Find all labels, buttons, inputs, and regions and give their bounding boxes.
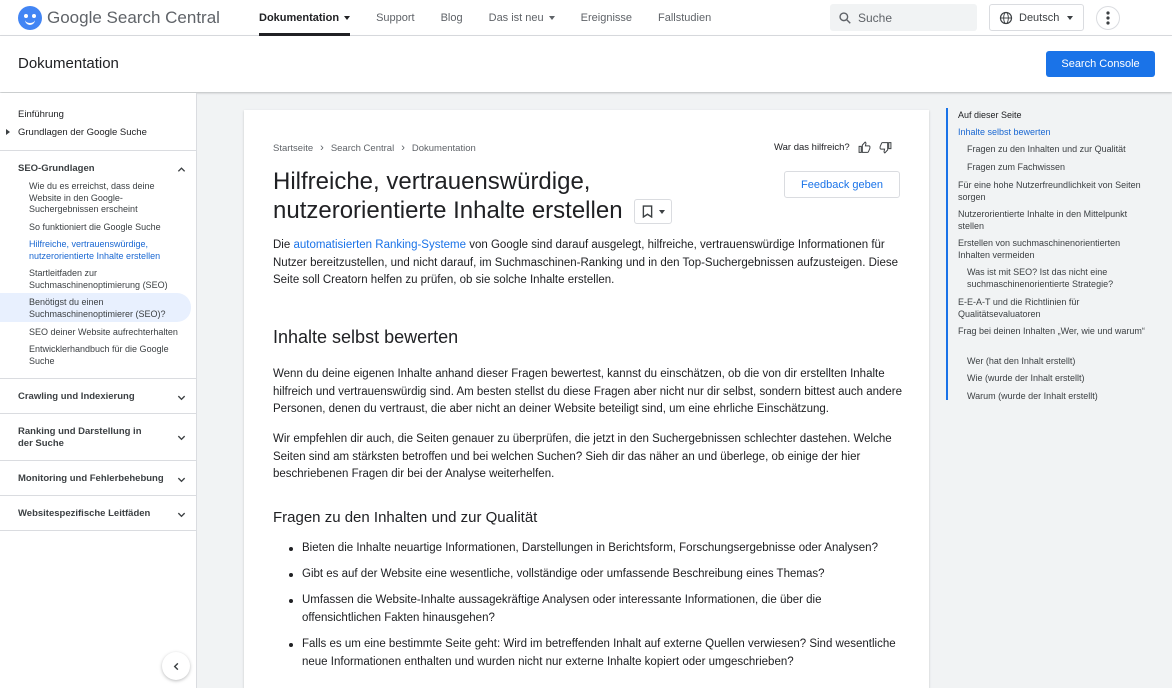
main-nav — [246, 0, 724, 36]
collapse-sidebar-button[interactable] — [162, 652, 190, 680]
chevron-right-icon: › — [401, 142, 405, 154]
thumb-down-icon[interactable] — [879, 141, 892, 154]
toc-link[interactable]: Wer (hat den Inhalt erstellt) — [967, 356, 1076, 366]
intro-text-start: Die — [273, 239, 294, 251]
breadcrumb — [273, 142, 476, 154]
toc-link[interactable]: E-E-A-T und die Richtlinien für Qualitätsevaluatoren — [958, 297, 1080, 319]
site-logo[interactable] — [18, 5, 220, 31]
chevron-down-icon — [1067, 16, 1073, 20]
toc-link[interactable]: Warum (wurde der Inhalt erstellt) — [967, 391, 1098, 401]
nav-das-ist-neu[interactable] — [476, 0, 568, 36]
thumb-up-icon[interactable] — [858, 141, 871, 154]
intro-paragraph — [273, 237, 903, 290]
feedback-button[interactable]: Feedback geben — [784, 171, 900, 198]
toc-link[interactable]: Frag bei deinen Inhalten „Wer, wie und warum“ — [958, 326, 1145, 336]
sidebar-item-grundlagen[interactable] — [18, 127, 147, 139]
section-heading-inhalte-bewerten: Inhalte selbst bewerten — [273, 327, 459, 347]
nav-label: Fallstudien — [658, 12, 712, 24]
helpful-feedback — [774, 141, 892, 154]
ranking-systems-link[interactable]: automatisierten Ranking-Systeme — [293, 239, 467, 251]
nav-dokumentation[interactable] — [246, 0, 363, 36]
nav-label: Blog — [440, 12, 463, 24]
nav-label: Das ist neu — [488, 12, 544, 24]
list-item: Umfassen die Website-Inhalte aussagekräftige Analysen oder interessante Informationen, die über die offensichtlichen Fakten hinausgehen? — [302, 592, 902, 627]
page-title: Hilfreiche, vertrauenswürdige, nutzerorientierte Inhalte erstellen — [273, 168, 623, 224]
expand-arrow-icon — [6, 129, 10, 135]
google-search-central-logo-icon — [18, 6, 42, 30]
toc-link[interactable]: Erstellen von suchmaschinenorientierten Inhalten vermeiden — [958, 238, 1121, 260]
left-sidebar — [0, 93, 197, 688]
table-of-contents — [946, 108, 1156, 400]
nav-support[interactable] — [363, 0, 428, 36]
sidebar-section-ranking[interactable] — [0, 413, 196, 460]
breadcrumb-search-central[interactable]: Search Central — [330, 142, 395, 154]
more-options-button[interactable] — [1096, 6, 1120, 30]
chevron-down-icon — [344, 16, 350, 20]
chevron-down-icon — [549, 16, 555, 20]
sidebar-item-so-funktioniert[interactable]: So funktioniert die Google Suche — [29, 222, 161, 232]
chevron-down-icon — [177, 393, 186, 402]
sidebar-section-websitespezifisch[interactable] — [0, 495, 196, 531]
sidebar-item-seo-benoetigt[interactable]: Benötigst du einen Suchmaschinenoptimierer (SEO)? — [29, 297, 166, 319]
article-card — [244, 110, 929, 688]
paragraph-self-assessment: Wenn du deine eigenen Inhalte anhand dieser Fragen bewertest, kannst du einschätzen, ob die von dir erstellten Inhalte hilfreich und vertrauenswürdig sind. Am besten stellst du diese Fragen aber nicht nur dir selbst, sondern bittest auch andere Personen, denen du vertraust, die aber nicht an deiner Website beteiligt sind, um eine ehrliche Einschätzung. — [273, 368, 903, 416]
bookmark-icon — [642, 205, 653, 218]
chevron-left-icon — [172, 662, 181, 671]
toc-link[interactable]: Was ist mit SEO? Ist das nicht eine suchmaschinenorientierte Strategie? — [967, 267, 1114, 289]
language-label: Deutsch — [1019, 11, 1060, 24]
section-title: Dokumentation — [18, 55, 119, 72]
nav-label: Ereignisse — [580, 12, 633, 24]
bookmark-button[interactable] — [634, 199, 672, 224]
search-box[interactable] — [830, 4, 977, 31]
chevron-down-icon — [659, 210, 665, 214]
sidebar-item-einfuehrung[interactable]: Einführung — [18, 109, 64, 120]
toc-link[interactable]: Fragen zu den Inhalten und zur Qualität — [967, 144, 1126, 154]
nav-ereignisse[interactable] — [568, 0, 645, 36]
list-item: Bieten die Inhalte neuartige Informationen, Darstellungen in Berichtsform, Forschungsergebnisse oder Analysen? — [302, 540, 902, 558]
language-selector[interactable] — [989, 4, 1084, 31]
chevron-down-icon — [177, 475, 186, 484]
sub-header — [0, 36, 1172, 92]
nav-fallstudien[interactable] — [645, 0, 724, 36]
toc-heading: Auf dieser Seite — [958, 110, 1022, 120]
sidebar-item-entwicklerhandbuch[interactable]: Entwicklerhandbuch für die Google Suche — [29, 344, 169, 366]
sidebar-section-title[interactable]: SEO-Grundlagen — [18, 163, 95, 174]
top-header — [0, 0, 1172, 36]
toc-link[interactable]: Inhalte selbst bewerten — [958, 127, 1051, 137]
sidebar-item-startleitfaden[interactable]: Startleitfaden zur Suchmaschinenoptimierung (SEO) — [29, 268, 168, 290]
search-input[interactable] — [858, 11, 968, 25]
search-console-button[interactable]: Search Console — [1046, 51, 1155, 77]
chevron-down-icon — [177, 433, 186, 442]
sidebar-section-title: Crawling und Indexierung — [18, 391, 135, 402]
intro-text-end: von Google sind darauf ausgelegt, hilfreiche, vertrauenswürdige Informationen für Nutzer bereitzustellen, und nicht darauf, im Suchmaschinen-Ranking und in den Top-Suchergebnissen aufzusteigen. Diese Seite soll Creatorn helfen zu prüfen, ob sie solche Inhalte erstellen. — [273, 239, 898, 287]
globe-icon — [999, 11, 1013, 25]
nav-label: Dokumentation — [259, 12, 340, 24]
sidebar-item-hilfreiche-inhalte[interactable]: Hilfreiche, vertrauenswürdige, nutzerorientierte Inhalte erstellen — [29, 239, 161, 261]
subsection-heading-qualitaet: Fragen zu den Inhalten und zur Qualität — [273, 509, 538, 526]
toc-link[interactable]: Nutzerorientierte Inhalte in den Mittelpunkt stellen — [958, 209, 1128, 231]
nav-blog[interactable] — [428, 0, 476, 36]
nav-label: Support — [376, 12, 415, 24]
helpful-label: War das hilfreich? — [774, 142, 850, 153]
toc-link[interactable]: Fragen zum Fachwissen — [967, 162, 1066, 172]
sidebar-item-seo-aufrechterhalten[interactable]: SEO deiner Website aufrechterhalten — [29, 327, 178, 337]
sidebar-section-title: Monitoring und Fehlerbehebung — [18, 473, 164, 484]
sidebar-item-google-suchergebnisse[interactable]: Wie du es erreichst, dass deine Website in den Google-Suchergebnissen erscheint — [29, 181, 155, 214]
sidebar-section-crawling[interactable] — [0, 378, 196, 413]
breadcrumb-dokumentation[interactable]: Dokumentation — [411, 142, 476, 154]
logo-text: Google Search Central — [47, 8, 220, 27]
chevron-down-icon — [177, 510, 186, 519]
more-vert-icon — [1106, 11, 1110, 25]
search-icon — [838, 11, 852, 25]
list-item: Gibt es auf der Website eine wesentliche, vollständige oder umfassende Beschreibung eines Themas? — [302, 566, 902, 584]
breadcrumb-startseite[interactable]: Startseite — [273, 142, 314, 154]
list-item: Falls es um eine bestimmte Seite geht: Wird im betreffenden Inhalt auf externe Quellen verwiesen? Sind wesentliche neue Informationen enthalten und wurden nicht nur externe Inhalte kopiert oder umgeschrieben? — [302, 636, 902, 671]
sidebar-item-label: Grundlagen der Google Suche — [18, 127, 147, 138]
chevron-up-icon[interactable] — [177, 165, 186, 174]
toc-link[interactable]: Für eine hohe Nutzerfreundlichkeit von Seiten sorgen — [958, 180, 1141, 202]
sidebar-section-seo-grundlagen — [0, 150, 196, 378]
sidebar-section-title: Websitespezifische Leitfäden — [18, 508, 151, 519]
sidebar-section-monitoring[interactable] — [0, 460, 196, 495]
sidebar-section-title: Ranking und Darstellung in der Suche — [18, 426, 142, 449]
toc-link[interactable]: Wie (wurde der Inhalt erstellt) — [967, 373, 1085, 383]
chevron-right-icon: › — [320, 142, 324, 154]
paragraph-review-pages: Wir empfehlen dir auch, die Seiten genauer zu überprüfen, die jetzt in den Suchergebnissen schlechter dastehen. Welche Seiten sind am stärksten betroffen und bei welchen Suchen? Sieh dir das näher an und überlege, ob einige der hier beschriebenen Fragen dir bei der Analyse weiterhelfen. — [273, 433, 892, 481]
